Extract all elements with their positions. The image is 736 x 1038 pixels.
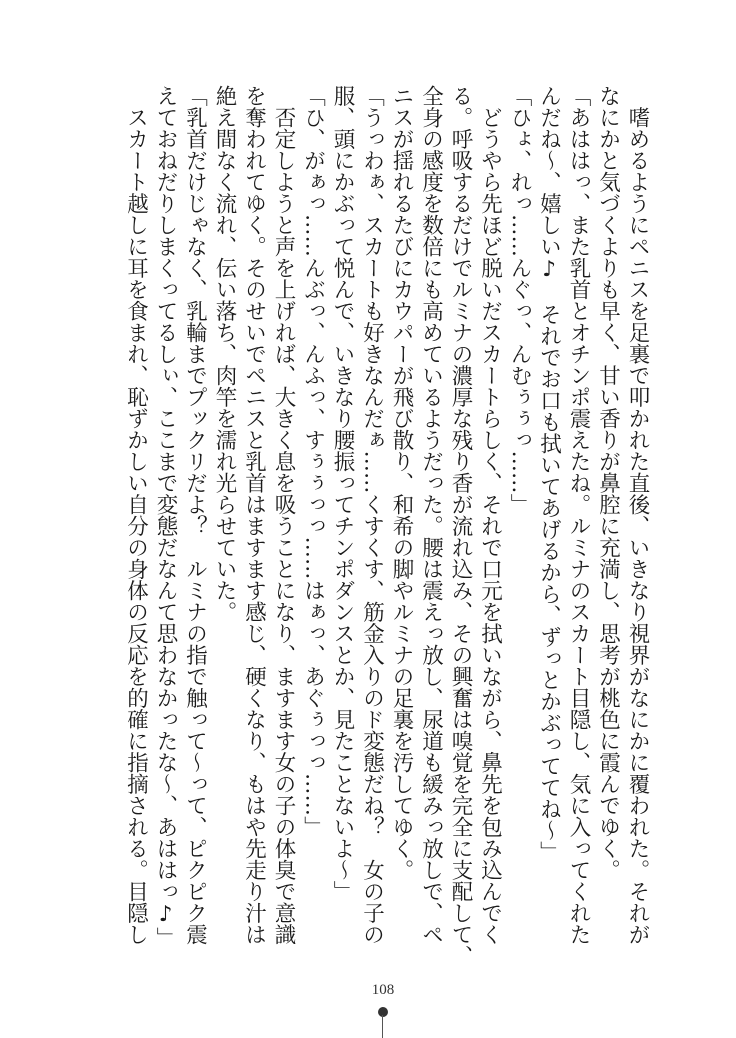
text-line: 「ひ、がぁっ……んぶっ、んふっ、すぅぅっっ……はぁっ、あぐぅっっ……」 bbox=[300, 85, 326, 838]
text-line: 服、頭にかぶって悦んで、いきなり腰振ってチンポダンスとか、見たことないよ～」 bbox=[330, 85, 355, 902]
text-line: 否定しようと声を上げれば、大きく息を吸うことになり、ますます女の子の体臭で意識 bbox=[271, 85, 296, 945]
text-line: 「あははっ、また乳首とオチンポ震えたね。ルミナのスカート目隠し、気に入ってくれた bbox=[566, 85, 591, 945]
text-line: 「うっわぁ、スカートも好きなんだぁ……くすくす、筋金入りのド変態だね？ 女の子の bbox=[359, 85, 385, 945]
text-line: 全身の感度を数倍にも高めているようだった。腰は震えっ放し、尿道も緩みっ放しで、ペ bbox=[418, 85, 444, 945]
text-line: んだね～、嬉しい♪ それでお口も拭いてあげるから、ずっとかぶっててね～」 bbox=[536, 85, 562, 863]
page-marker-dot bbox=[378, 1007, 388, 1017]
text-line: なにかと気づくよりも早く、甘い香りが鼻腔に充満し、思考が桃色に霞んでゆく。 bbox=[595, 85, 621, 881]
text-line: 嗜めるようにペニスを足裏で叩かれた直後、いきなり視界がなにかに覆われた。それが bbox=[625, 85, 650, 945]
text-line: 絶え間なく流れ、伝い落ち、肉竿を濡れ光らせていた。 bbox=[212, 85, 237, 623]
text-line: を奪われてゆく。そのせいでペニスと乳首はますます感じ、硬くなり、もはや先走り汁は bbox=[241, 85, 267, 945]
text-line: どうやら先ほど脱いだスカートらしく、それで口元を拭いながら、鼻先を包み込んでく bbox=[477, 85, 503, 945]
text-line: る。呼吸するだけでルミナの濃厚な残り香が流れ込み、その興奮は嗅覚を完全に支配して、 bbox=[448, 85, 473, 967]
page-number: 108 bbox=[371, 982, 395, 998]
text-line: 「ひょ、れっ……んぐっ、んむぅぅっ……」 bbox=[507, 85, 532, 515]
body-text bbox=[121, 85, 652, 967]
text-line: 「乳首だけじゃなく、乳輪までプックリだよ？ ルミナの指で触って～って、ピクピク震 bbox=[182, 85, 208, 945]
page-marker-line bbox=[382, 1015, 383, 1038]
text-line: ニスが揺れるたびにカウパーが飛び散り、和希の脚やルミナの足裏を汚してゆく。 bbox=[389, 85, 414, 881]
text-line: スカート越しに耳を食まれ、恥ずかしい自分の身体の反応を的確に指摘される。目隠し bbox=[123, 85, 149, 945]
text-line: えておねだりしまくってるしぃ、ここまで変態だなんて思わなかったな～、あははっ♪」 bbox=[153, 85, 178, 949]
